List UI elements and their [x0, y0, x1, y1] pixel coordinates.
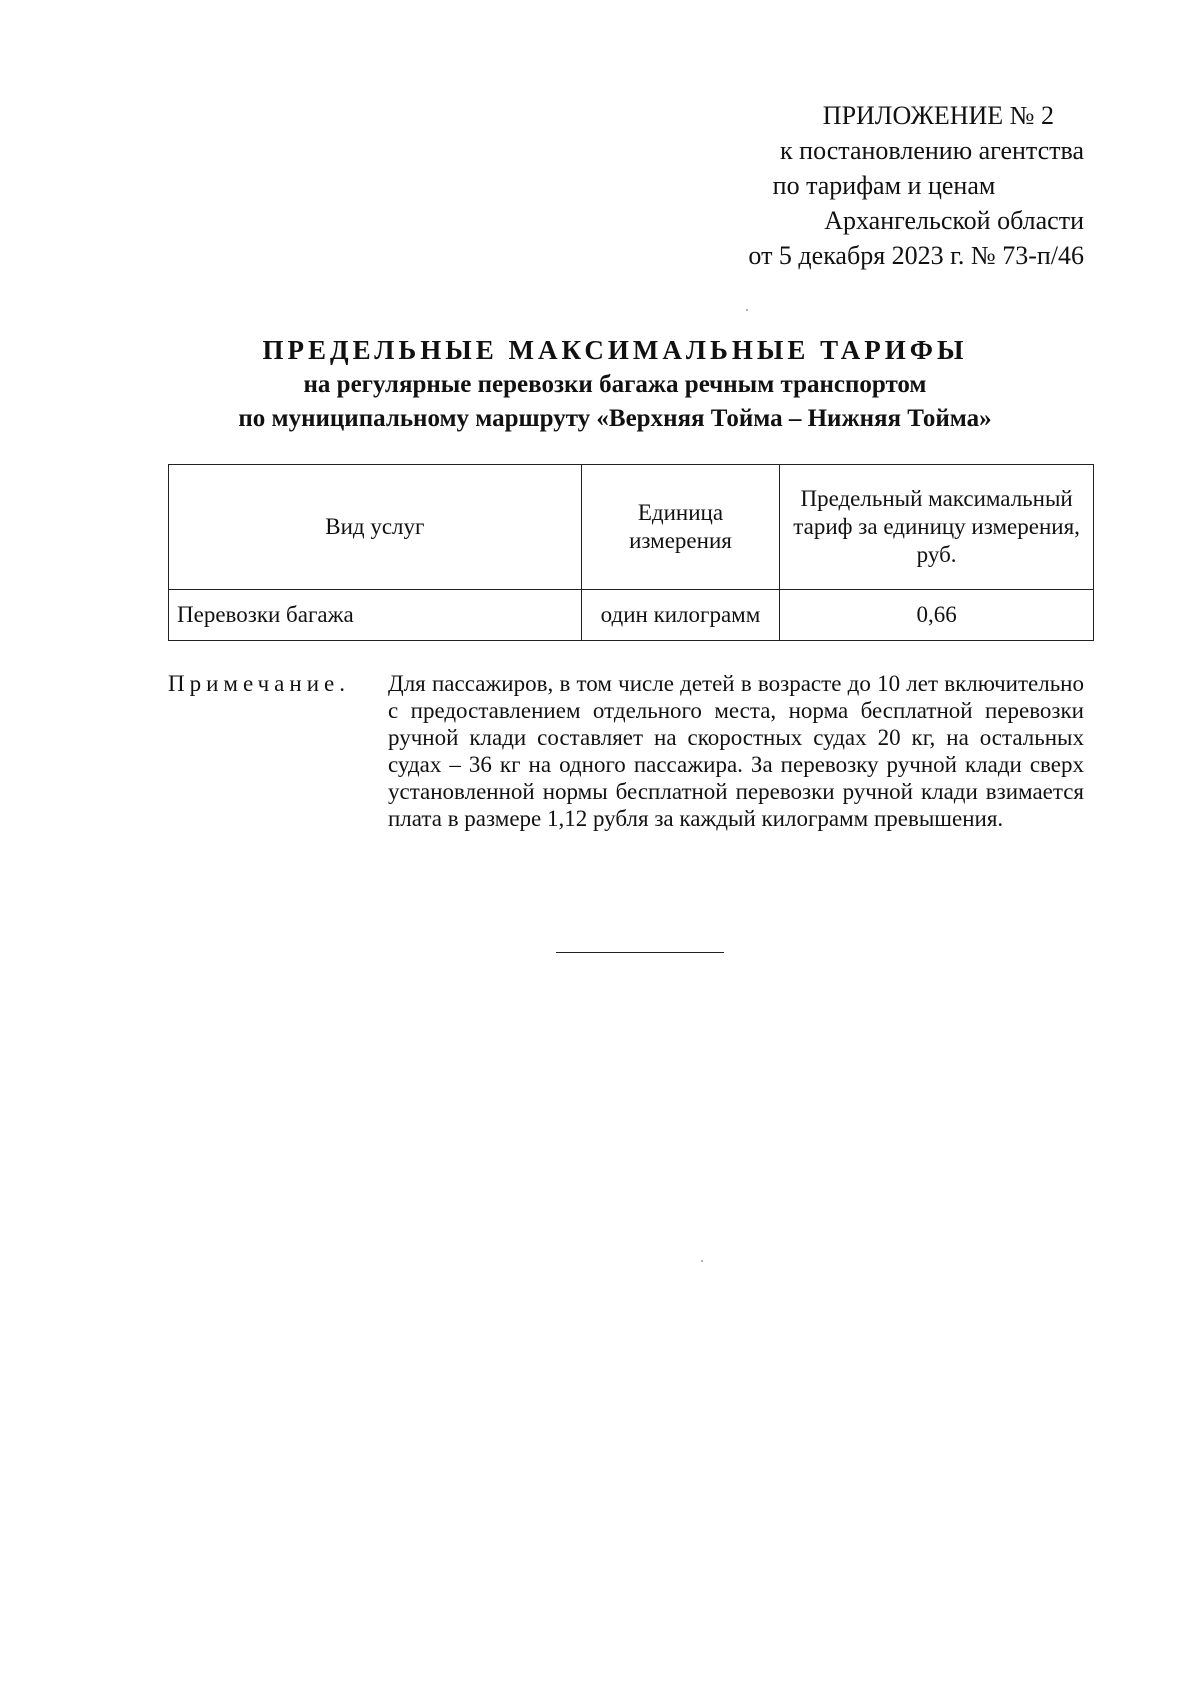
end-divider [556, 952, 724, 953]
header-unit: Единица измерения [581, 465, 780, 590]
cell-tariff: 0,66 [780, 590, 1094, 641]
header-service-type: Вид услуг [169, 465, 582, 590]
note-text: Для пассажиров, в том числе детей в возрасте до 10 лет включительно с предоставлением отдельного места, норма бесплатной перевозки ручной клади составляет на скоростных судах 20 кг, на остальных судах – 36 кг на одного пассажира. За перевозку ручной клади сверх установленной нормы бесплатной перевозки ручной клади взимается плата в размере 1,12 рубля за каждый килограмм превышения. [388, 671, 1084, 831]
appendix-title: ПРИЛОЖЕНИЕ № 2 [822, 101, 1054, 130]
scan-speck [746, 309, 748, 311]
table-header-row [169, 465, 1094, 590]
document-title: ПРЕДЕЛЬНЫЕ МАКСИМАЛЬНЫЕ ТАРИФЫ [262, 335, 968, 365]
cell-service: Перевозки багажа [169, 590, 582, 641]
header-tariff: Предельный максимальный тариф за единицу измерения, руб. [780, 465, 1094, 590]
table-row [169, 590, 1094, 641]
appendix-line-3: Архангельской области [824, 206, 1084, 235]
appendix-line-1: к постановлению агентства [780, 136, 1084, 165]
document-subtitle-line-2: по муниципальному маршруту «Верхняя Тойма – Нижняя Тойма» [238, 405, 992, 432]
appendix-line-2: по тарифам и ценам [772, 171, 996, 200]
note-label: Примечание. [168, 671, 350, 696]
appendix-line-4: от 5 декабря 2023 г. № 73-п/46 [748, 241, 1084, 270]
document-subtitle-line-1: на регулярные перевозки багажа речным транспортом [303, 371, 927, 398]
tariff-table [168, 464, 1094, 641]
appendix-header [624, 98, 1084, 273]
scan-speck [701, 1260, 703, 1262]
document-heading [150, 332, 1080, 436]
cell-unit: один килограмм [581, 590, 780, 641]
